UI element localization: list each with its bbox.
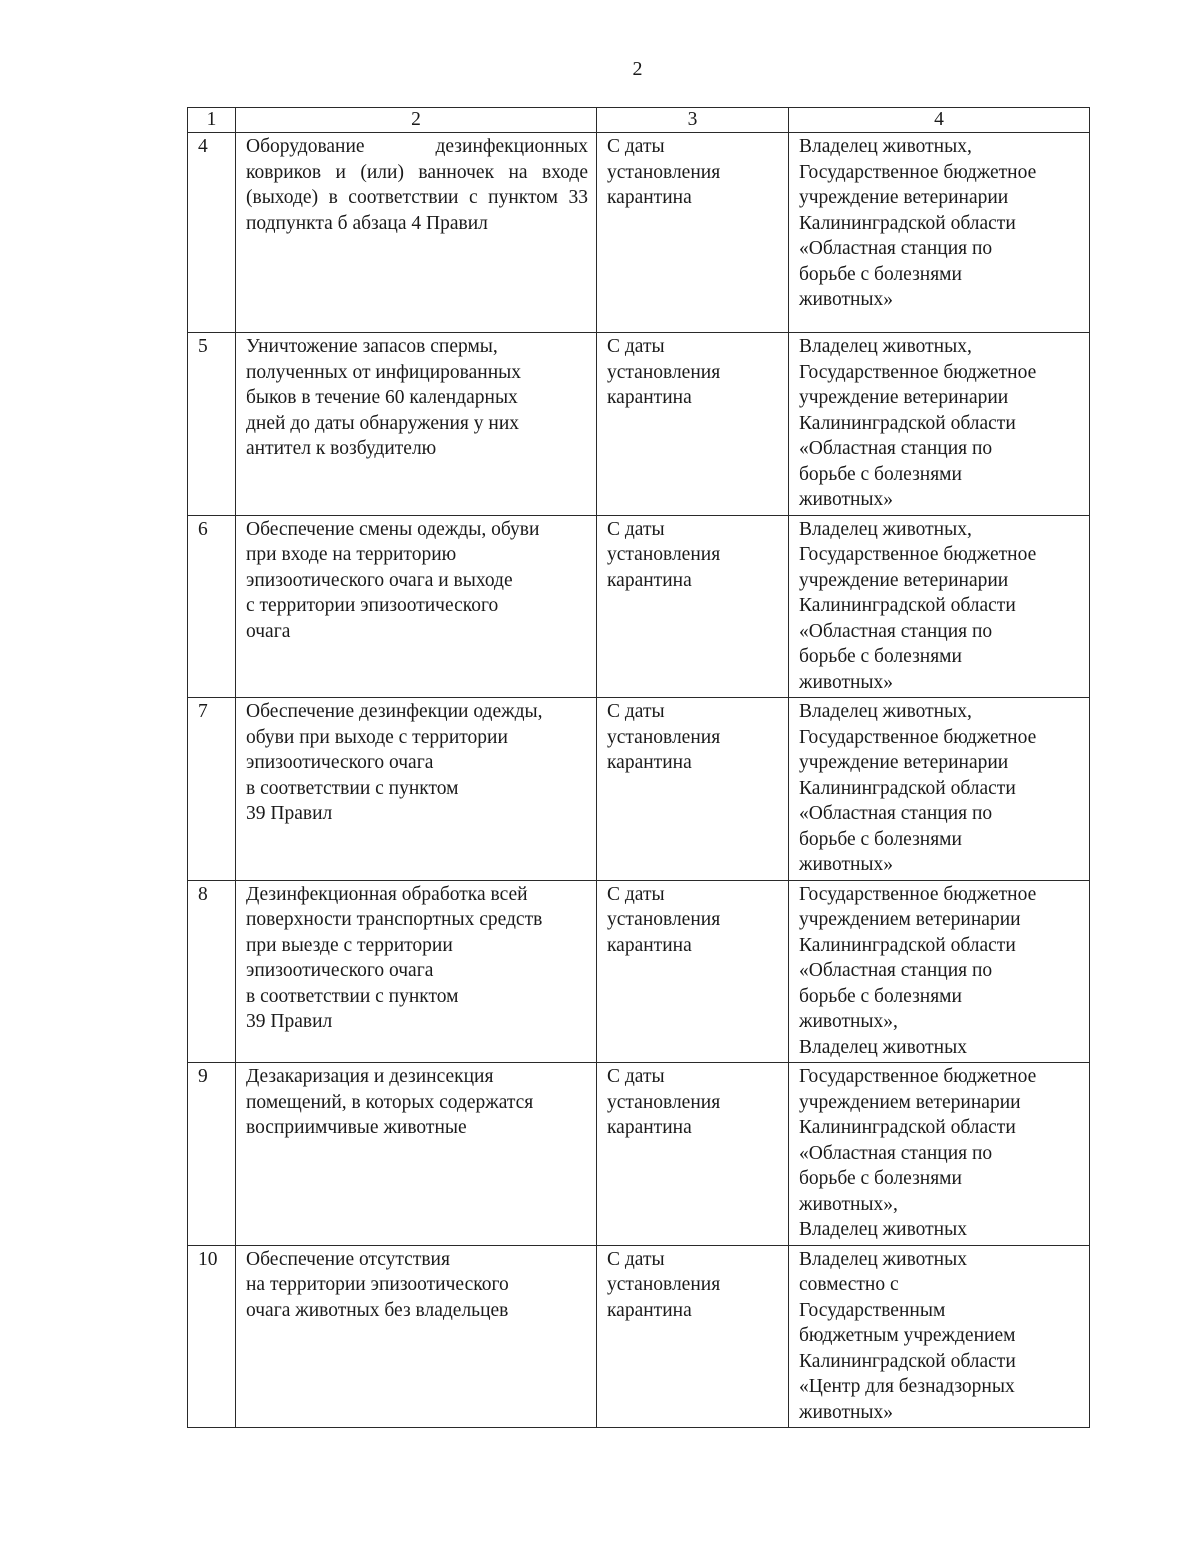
term-text: С даты установления карантина: [597, 1063, 789, 1246]
header-col-1: 1: [188, 108, 236, 133]
row-number: 6: [188, 515, 236, 698]
table-row: [188, 515, 1090, 698]
table-row: [188, 698, 1090, 881]
row-number: 4: [188, 133, 236, 333]
row-number: 8: [188, 880, 236, 1063]
header-col-4: 4: [789, 108, 1090, 133]
responsible-text: Владелец животных, Государственное бюджетное учреждение ветеринарии Калининградской области «Областная станция по борьбе с болезнями животных»: [789, 333, 1090, 516]
term-text: С даты установления карантина: [597, 333, 789, 516]
measures-table: [187, 107, 1090, 1428]
term-text: С даты установления карантина: [597, 133, 789, 333]
row-number: 5: [188, 333, 236, 516]
responsible-text: Владелец животных, Государственное бюджетное учреждение ветеринарии Калининградской области «Областная станция по борьбе с болезнями животных»: [789, 698, 1090, 881]
responsible-text: Владелец животных совместно с Государственным бюджетным учреждением Калининградской области «Центр для безнадзорных животных»: [789, 1245, 1090, 1428]
responsible-text: Владелец животных, Государственное бюджетное учреждение ветеринарии Калининградской области «Областная станция по борьбе с болезнями животных»: [789, 133, 1090, 333]
term-text: С даты установления карантина: [597, 515, 789, 698]
measure-text: Дезинфекционная обработка всей поверхности транспортных средств при выезде с территории эпизоотического очага в соответствии с пунктом 39 Правил: [236, 880, 597, 1063]
table-row: [188, 880, 1090, 1063]
page-number: 2: [632, 58, 643, 80]
table-row: [188, 1245, 1090, 1428]
table-row: [188, 333, 1090, 516]
measure-text: Дезакаризация и дезинсекция помещений, в которых содержатся восприимчивые животные: [236, 1063, 597, 1246]
measure-text: Оборудование дезинфекционных ковриков и (или) ванночек на входе (выходе) в соответствии с пунктом 33 подпункта б абзаца 4 Правил: [236, 133, 597, 333]
term-text: С даты установления карантина: [597, 698, 789, 881]
header-col-3: 3: [597, 108, 789, 133]
header-col-2: 2: [236, 108, 597, 133]
row-number: 7: [188, 698, 236, 881]
row-number: 10: [188, 1245, 236, 1428]
responsible-text: Государственное бюджетное учреждением ветеринарии Калининградской области «Областная станция по борьбе с болезнями животных», Владелец животных: [789, 880, 1090, 1063]
table-row: [188, 133, 1090, 333]
measure-text: Обеспечение отсутствия на территории эпизоотического очага животных без владельцев: [236, 1245, 597, 1428]
responsible-text: Государственное бюджетное учреждением ветеринарии Калининградской области «Областная станция по борьбе с болезнями животных», Владелец животных: [789, 1063, 1090, 1246]
table-header-row: [188, 108, 1090, 133]
responsible-text: Владелец животных, Государственное бюджетное учреждение ветеринарии Калининградской области «Областная станция по борьбе с болезнями животных»: [789, 515, 1090, 698]
measure-text: Обеспечение дезинфекции одежды, обуви при выходе с территории эпизоотического очага в соответствии с пунктом 39 Правил: [236, 698, 597, 881]
term-text: С даты установления карантина: [597, 880, 789, 1063]
measure-text: Уничтожение запасов спермы, полученных от инфицированных быков в течение 60 календарных дней до даты обнаружения у них антител к возбудителю: [236, 333, 597, 516]
term-text: С даты установления карантина: [597, 1245, 789, 1428]
table-row: [188, 1063, 1090, 1246]
row-number: 9: [188, 1063, 236, 1246]
measure-text: Обеспечение смены одежды, обуви при входе на территорию эпизоотического очага и выходе с территории эпизоотического очага: [236, 515, 597, 698]
